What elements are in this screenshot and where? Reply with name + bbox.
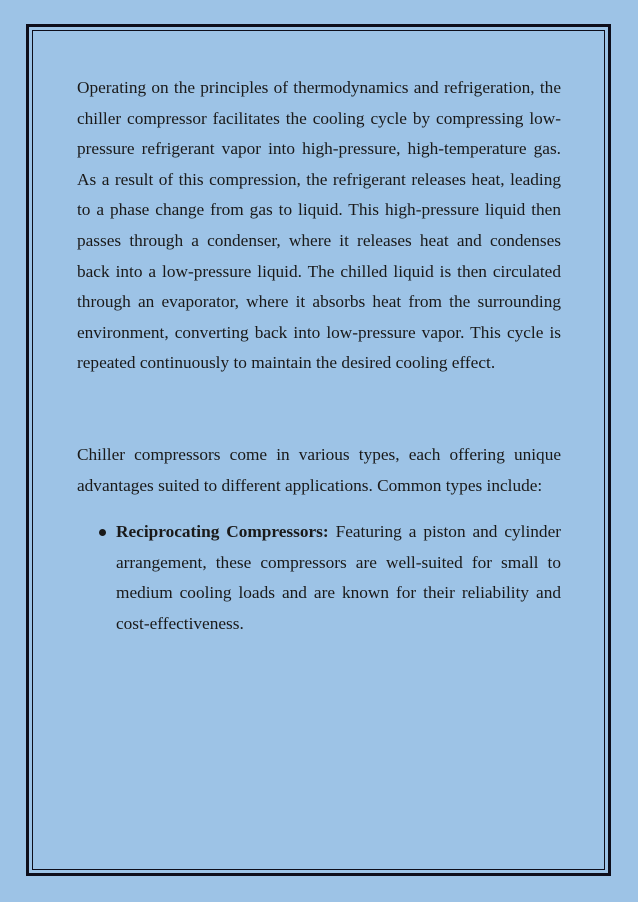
paragraph-operating-principles: Operating on the principles of thermodynamics and refrigeration, the chiller compressor facilitates the cooling cycle by compressing low-pressure refrigerant vapor into high-pressure, high-temperature gas. As a result of this compression, the refrigerant releases heat, leading to a phase change from gas to liquid. This high-pressure liquid then passes through a condenser, where it releases heat and condenses back into a low-pressure liquid. The chilled liquid is then circulated through an evaporator, where it absorbs heat from the surrounding environment, converting back into low-pressure vapor. This cycle is repeated continuously to maintain the desired cooling effect.: [77, 78, 561, 373]
compressor-types-list: [77, 517, 561, 639]
bullet-description: Featuring a piston and cylinder arrangement, these compressors are well-suited for small to medium cooling loads and are known for their reliability and cost-effectiveness.: [116, 522, 561, 633]
bullet-term: Reciprocating Compressors:: [116, 522, 329, 542]
paragraph-compressor-types: Chiller compressors come in various types, each offering unique advantages suited to different applications. Common types include:: [77, 444, 561, 495]
document-body: [77, 73, 561, 640]
bullet-icon: [99, 529, 106, 536]
list-item-reciprocating: [77, 517, 561, 639]
